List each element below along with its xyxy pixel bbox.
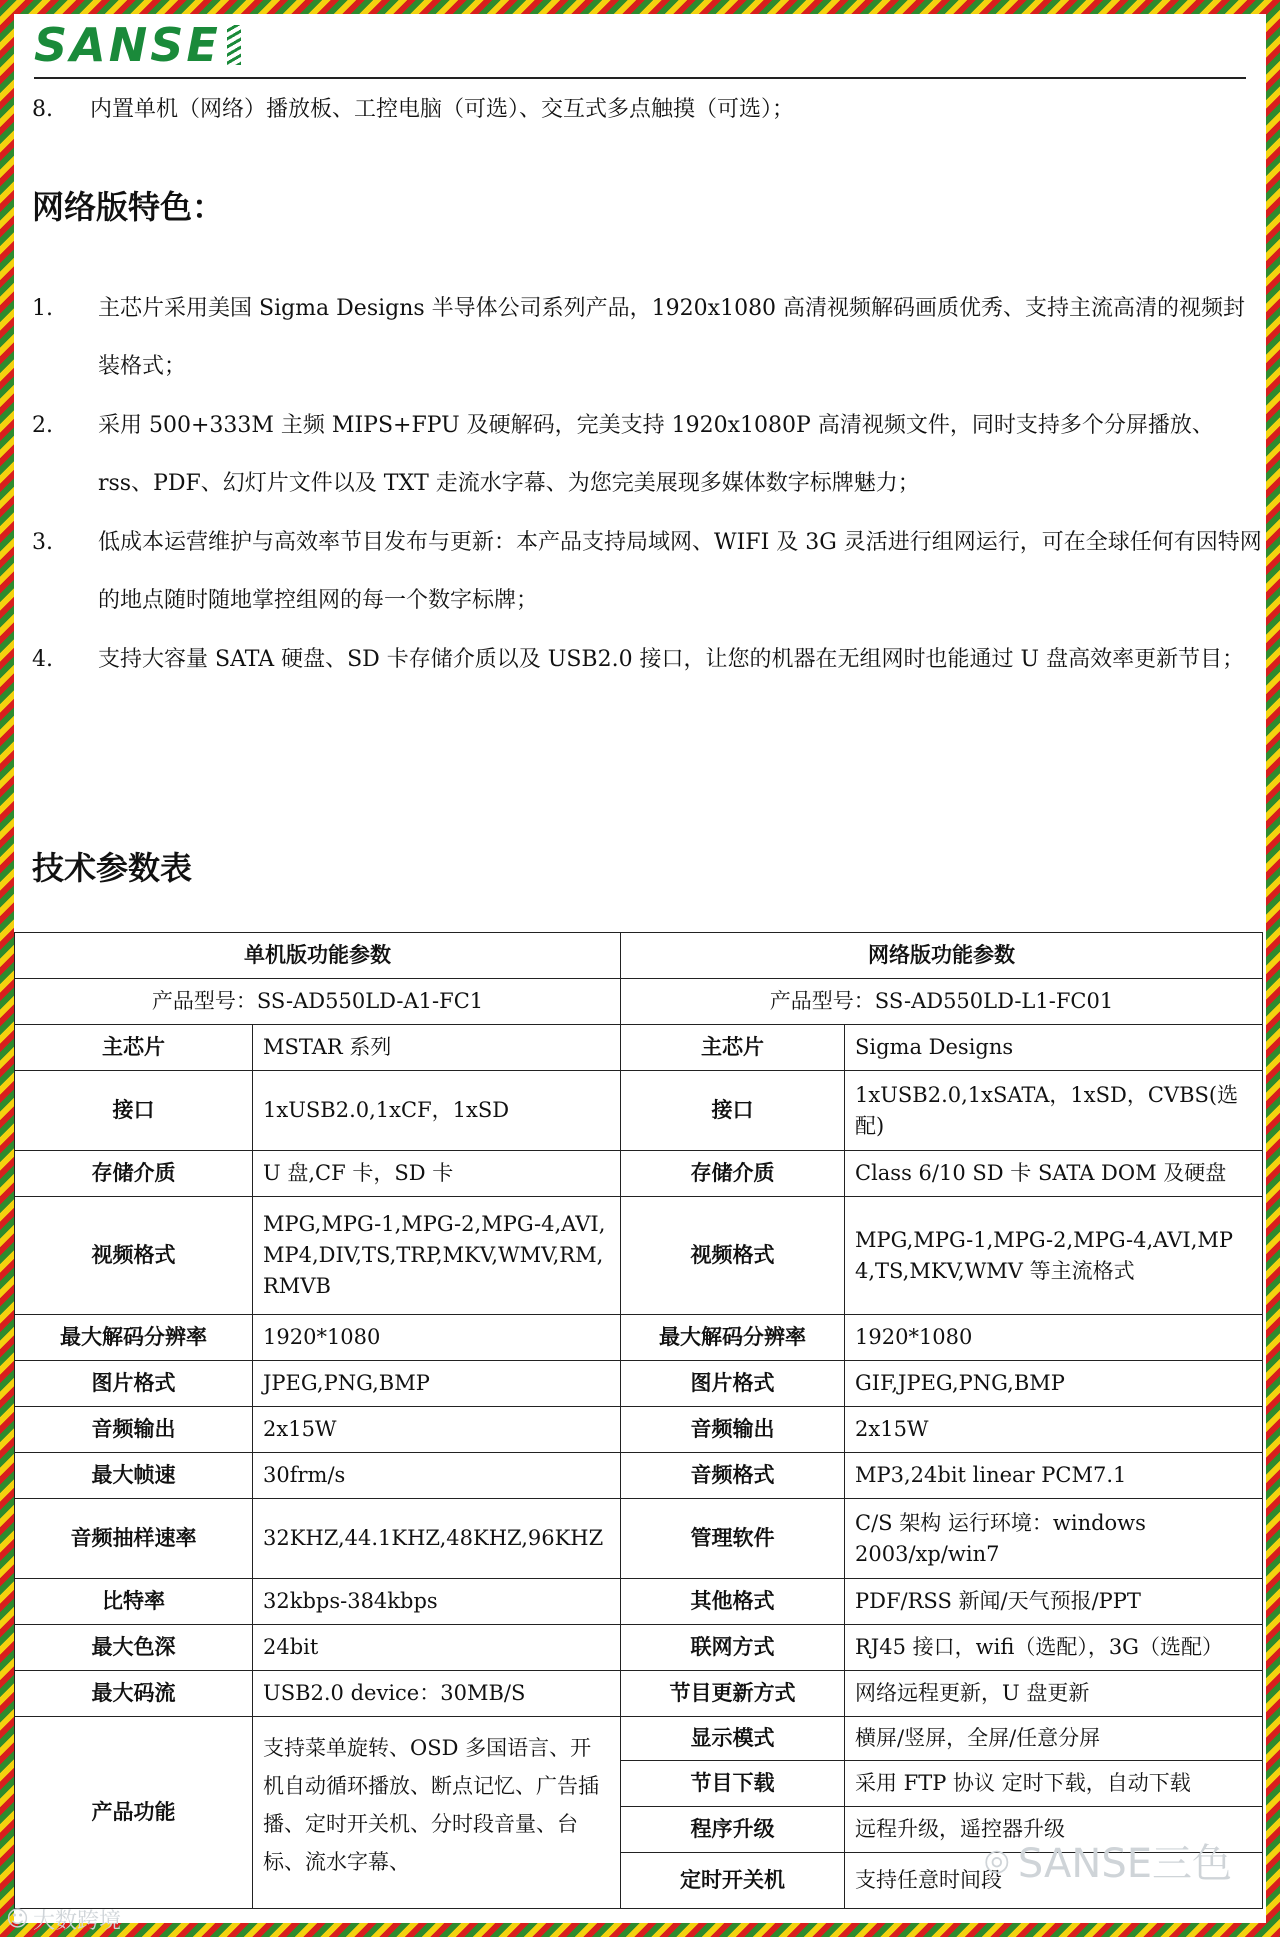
row-value: U 盘,CF 卡，SD 卡: [253, 1151, 621, 1197]
row-label: 主芯片: [621, 1025, 845, 1071]
row-value: MSTAR 系列: [253, 1025, 621, 1071]
row-value: GIF,JPEG,PNG,BMP: [845, 1361, 1263, 1407]
row-label: 比特率: [15, 1579, 253, 1625]
row-label: 存储介质: [15, 1151, 253, 1197]
table-row: [15, 1025, 1263, 1071]
row-value: MP3,24bit linear PCM7.1: [845, 1453, 1263, 1499]
feature-item: [32, 397, 1262, 513]
watermark-right-text: SANSE三色: [1017, 1841, 1232, 1887]
row-label: 节目下载: [621, 1761, 845, 1807]
watermark-right: [984, 1832, 1232, 1889]
table-row: [15, 1151, 1263, 1197]
row-value: 远程升级，遥控器升级: [845, 1807, 1263, 1853]
table-row: [15, 1671, 1263, 1717]
spec-table: [14, 932, 1263, 1909]
row-label: 图片格式: [621, 1361, 845, 1407]
row-label: 图片格式: [15, 1361, 253, 1407]
row-value: 1920*1080: [845, 1315, 1263, 1361]
network-model: 产品型号：SS-AD550LD-L1-FC01: [621, 979, 1263, 1025]
row-label: 产品功能: [15, 1717, 253, 1909]
table-row: [15, 1407, 1263, 1453]
standalone-header: 单机版功能参数: [15, 933, 621, 979]
row-label: 显示模式: [621, 1717, 845, 1761]
row-label: 最大色深: [15, 1625, 253, 1671]
row-label: 视频格式: [15, 1197, 253, 1315]
feature-number: 2.: [32, 413, 53, 438]
row-value: 1xUSB2.0,1xCF，1xSD: [253, 1071, 621, 1151]
feature-number: 3.: [32, 530, 53, 555]
feature-number: 4.: [32, 647, 53, 672]
logo-text: SANSE: [34, 18, 221, 72]
row-value: 网络远程更新，U 盘更新: [845, 1671, 1263, 1717]
row-label: 最大码流: [15, 1671, 253, 1717]
network-header: 网络版功能参数: [621, 933, 1263, 979]
row-value: USB2.0 device：30MB/S: [253, 1671, 621, 1717]
row-label: 节目更新方式: [621, 1671, 845, 1717]
feature-text: 支持大容量 SATA 硬盘、SD 卡存储介质以及 USB2.0 接口，让您的机器在无组网时也能通过 U 盘高效率更新节目；: [98, 647, 1245, 672]
feature-item: [32, 631, 1262, 689]
table-row: [15, 1717, 1263, 1761]
intro-item: [32, 94, 794, 126]
row-value: 支持菜单旋转、OSD 多国语言、开机自动循环播放、断点记忆、广告插播、定时开关机、分时段音量、台标、流水字幕、: [253, 1717, 621, 1909]
table-row: [15, 1625, 1263, 1671]
row-value: RJ45 接口，wifi（选配），3G（选配）: [845, 1625, 1263, 1671]
row-label: 音频抽样速率: [15, 1499, 253, 1579]
intro-text: 内置单机（网络）播放板、工控电脑（可选）、交互式多点触摸（可选）；: [90, 97, 795, 122]
row-value: 2x15W: [845, 1407, 1263, 1453]
row-value: 横屏/竖屏，全屏/任意分屏: [845, 1717, 1263, 1761]
tech-params-title: 技术参数表: [32, 849, 193, 887]
row-value: Class 6/10 SD 卡 SATA DOM 及硬盘: [845, 1151, 1263, 1197]
weibo-icon: ☺: [6, 1907, 29, 1932]
row-label: 音频输出: [621, 1407, 845, 1453]
table-row: [15, 1361, 1263, 1407]
row-value: 2x15W: [253, 1407, 621, 1453]
row-value: MPG,MPG-1,MPG-2,MPG-4,AVI,MP4,TS,MKV,WMV 等主流格式: [845, 1197, 1263, 1315]
row-label: 主芯片: [15, 1025, 253, 1071]
row-value: Sigma Designs: [845, 1025, 1263, 1071]
row-label: 视频格式: [621, 1197, 845, 1315]
table-row: [15, 1499, 1263, 1579]
watermark-left: [6, 1904, 121, 1935]
table-row: [15, 1197, 1263, 1315]
row-label: 音频格式: [621, 1453, 845, 1499]
network-features-title: 网络版特色：: [32, 188, 225, 226]
row-label: 最大帧速: [15, 1453, 253, 1499]
logo-stripes-icon: [227, 25, 241, 65]
row-label: 接口: [15, 1071, 253, 1151]
row-value: 24bit: [253, 1625, 621, 1671]
row-value: 采用 FTP 协议 定时下载，自动下载: [845, 1761, 1263, 1807]
table-row: [15, 1453, 1263, 1499]
row-value: 1xUSB2.0,1xSATA，1xSD，CVBS(选配): [845, 1071, 1263, 1151]
feature-item: [32, 280, 1262, 396]
feature-item: [32, 514, 1262, 630]
row-value: 1920*1080: [253, 1315, 621, 1361]
row-label: 定时开关机: [621, 1853, 845, 1909]
feature-number: 1.: [32, 296, 53, 321]
row-label: 程序升级: [621, 1807, 845, 1853]
row-value: PDF/RSS 新闻/天气预报/PPT: [845, 1579, 1263, 1625]
feature-text: 采用 500+333M 主频 MIPS+FPU 及硬解码，完美支持 1920x1080P 高清视频文件，同时支持多个分屏播放、rss、PDF、幻灯片文件以及 TXT 走流水字幕、为您完美展现多媒体数字标牌魅力；: [98, 413, 1214, 496]
row-label: 音频输出: [15, 1407, 253, 1453]
standalone-model: 产品型号：SS-AD550LD-A1-FC1: [15, 979, 621, 1025]
document-page: [14, 14, 1266, 1923]
row-label: 存储介质: [621, 1151, 845, 1197]
header-rule: [34, 77, 1246, 79]
row-value: 32KHZ,44.1KHZ,48KHZ,96KHZ: [253, 1499, 621, 1579]
row-label: 管理软件: [621, 1499, 845, 1579]
row-value: 支持任意时间段: [845, 1853, 1263, 1909]
row-value: JPEG,PNG,BMP: [253, 1361, 621, 1407]
sanse-logo: [34, 18, 241, 72]
table-row: [15, 1071, 1263, 1151]
intro-number: 8.: [32, 97, 53, 122]
row-label: 最大解码分辨率: [15, 1315, 253, 1361]
row-value: 32kbps-384kbps: [253, 1579, 621, 1625]
row-label: 其他格式: [621, 1579, 845, 1625]
wechat-icon: ◎: [983, 1843, 1010, 1878]
row-value: C/S 架构 运行环境：windows 2003/xp/win7: [845, 1499, 1263, 1579]
watermark-left-text: 大数跨境: [32, 1909, 121, 1934]
table-header-row: [15, 933, 1263, 979]
row-label: 最大解码分辨率: [621, 1315, 845, 1361]
feature-text: 低成本运营维护与高效率节目发布与更新：本产品支持局域网、WIFI 及 3G 灵活进行组网运行，可在全球任何有因特网的地点随时随地掌控组网的每一个数字标牌；: [98, 530, 1262, 613]
model-row: [15, 979, 1263, 1025]
row-value: MPG,MPG-1,MPG-2,MPG-4,AVI,MP4,DIV,TS,TRP,MKV,WMV,RM,RMVB: [253, 1197, 621, 1315]
row-label: 接口: [621, 1071, 845, 1151]
row-value: 30frm/s: [253, 1453, 621, 1499]
table-row: [15, 1579, 1263, 1625]
feature-text: 主芯片采用美国 Sigma Designs 半导体公司系列产品，1920x1080 高清视频解码画质优秀、支持主流高清的视频封装格式；: [98, 296, 1246, 379]
table-row: [15, 1315, 1263, 1361]
row-label: 联网方式: [621, 1625, 845, 1671]
